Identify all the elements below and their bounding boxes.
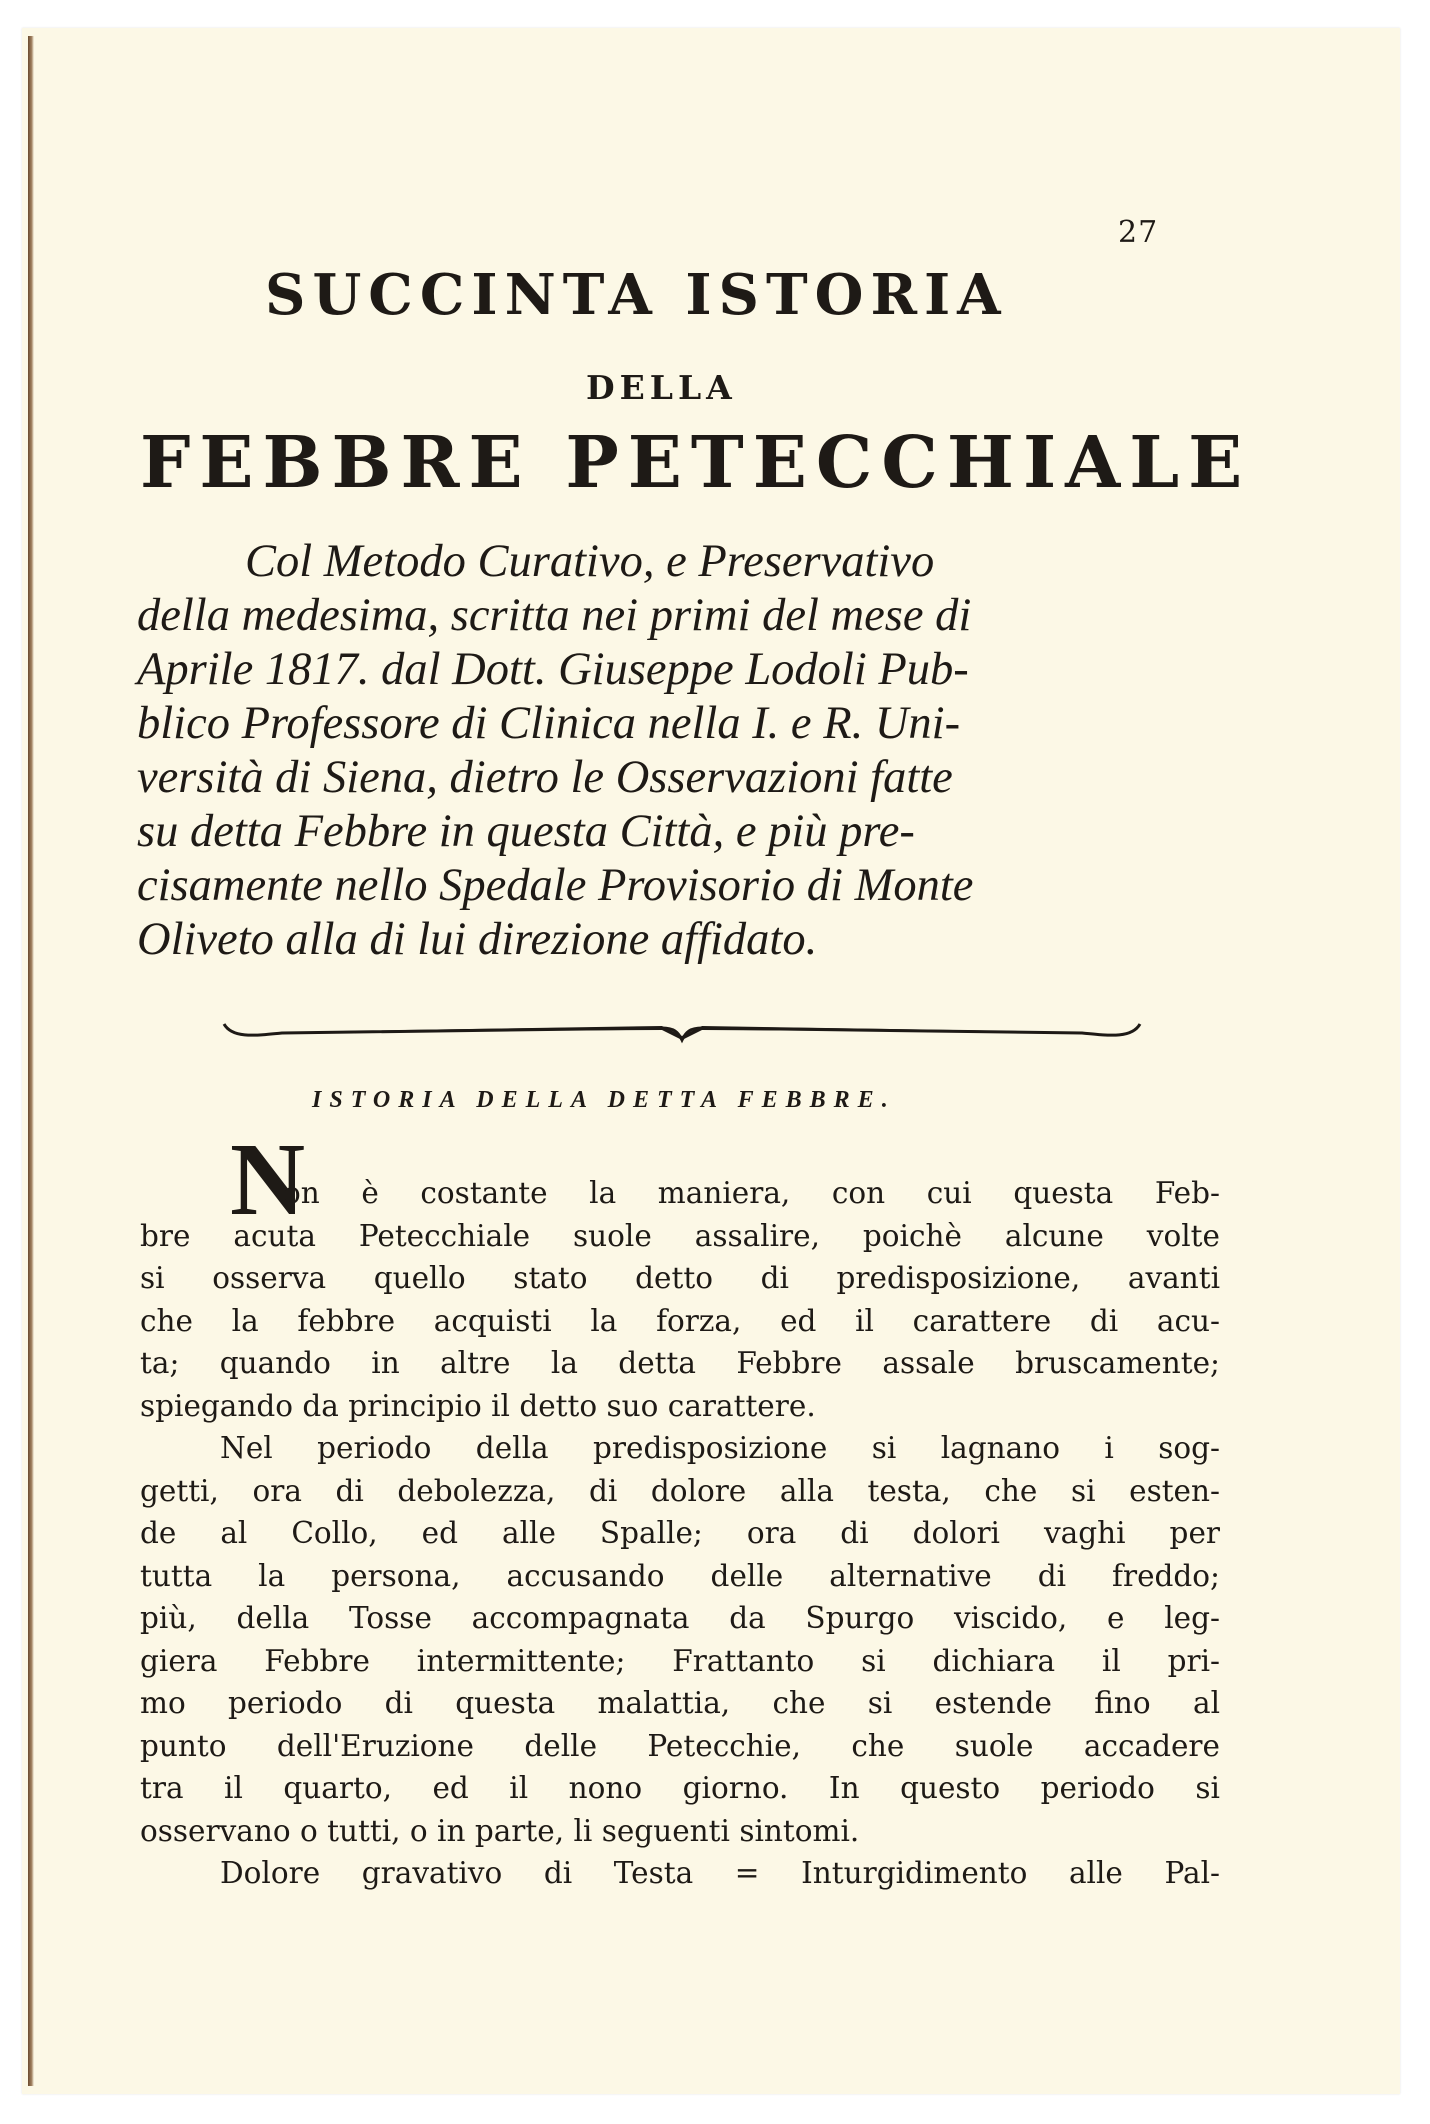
- page-spine-edge: [28, 36, 34, 2086]
- subtitle-line: Col Metodo Curativo, e Preservativo: [245, 536, 935, 587]
- body-line: si osserva quello stato detto di predisposizione, avanti: [140, 1261, 1220, 1295]
- title-line-1: SUCCINTA ISTORIA: [265, 262, 1008, 328]
- body-line: Dolore gravativo di Testa = Inturgidimento alle Pal-: [220, 1856, 1220, 1890]
- section-heading: ISTORIA DELLA DETTA FEBBRE.: [312, 1087, 896, 1113]
- subtitle-line: Aprile 1817. dal Dott. Giuseppe Lodoli Pub-: [137, 644, 969, 695]
- subtitle-block: [137, 535, 1217, 967]
- body-line: bre acuta Petecchiale suole assalire, poichè alcune volte: [140, 1218, 1220, 1253]
- ornamental-rule: [222, 1010, 1142, 1050]
- drop-cap: N: [230, 1122, 306, 1237]
- body-line: punto dell'Eruzione delle Petecchie, che suole accadere: [140, 1728, 1220, 1763]
- body-line: mo periodo di questa malattia, che si estende fino al: [140, 1686, 1220, 1720]
- body-line: tra il quarto, ed il nono giorno. In questo periodo si: [140, 1771, 1220, 1805]
- title-line-3: FEBBRE PETECCHIALE: [140, 420, 1252, 504]
- body-line: on è costante la maniera, con cui questa Feb-: [283, 1176, 1220, 1210]
- body-line: de al Collo, ed alle Spalle; ora di dolori vaghi per: [140, 1516, 1220, 1550]
- body-line: osservano o tutti, o in parte, li seguenti sintomi.: [140, 1813, 860, 1848]
- body-line: giera Febbre intermittente; Frattanto si dichiara il pri-: [140, 1643, 1220, 1678]
- body-line: getti, ora di debolezza, di dolore alla testa, che si esten-: [140, 1473, 1220, 1508]
- page-number: 27: [1118, 215, 1159, 250]
- subtitle-line: Oliveto alla di lui direzione affidato.: [137, 914, 818, 965]
- subtitle-line: versità di Siena, dietro le Osservazioni fatte: [137, 752, 953, 803]
- body-line: che la febbre acquisti la forza, ed il carattere di acu-: [140, 1303, 1220, 1338]
- title-line-2: DELLA: [586, 368, 737, 407]
- subtitle-line: blico Professore di Clinica nella I. e R. Uni-: [137, 698, 961, 749]
- subtitle-line: su detta Febbre in questa Città, e più pre-: [137, 806, 915, 857]
- body-line: più, della Tosse accompagnata da Spurgo viscido, e leg-: [140, 1601, 1220, 1635]
- body-text: [140, 1172, 1220, 1895]
- subtitle-line: della medesima, scritta nei primi del mese di: [137, 590, 972, 641]
- body-line: Nel periodo della predisposizione si lagnano i sog-: [220, 1431, 1220, 1465]
- body-line: tutta la persona, accusando delle alternative di freddo;: [140, 1558, 1220, 1593]
- subtitle-line: cisamente nello Spedale Provisorio di Monte: [137, 860, 974, 911]
- body-line: ta; quando in altre la detta Febbre assale bruscamente;: [140, 1346, 1220, 1380]
- body-line: spiegando da principio il detto suo carattere.: [140, 1388, 816, 1423]
